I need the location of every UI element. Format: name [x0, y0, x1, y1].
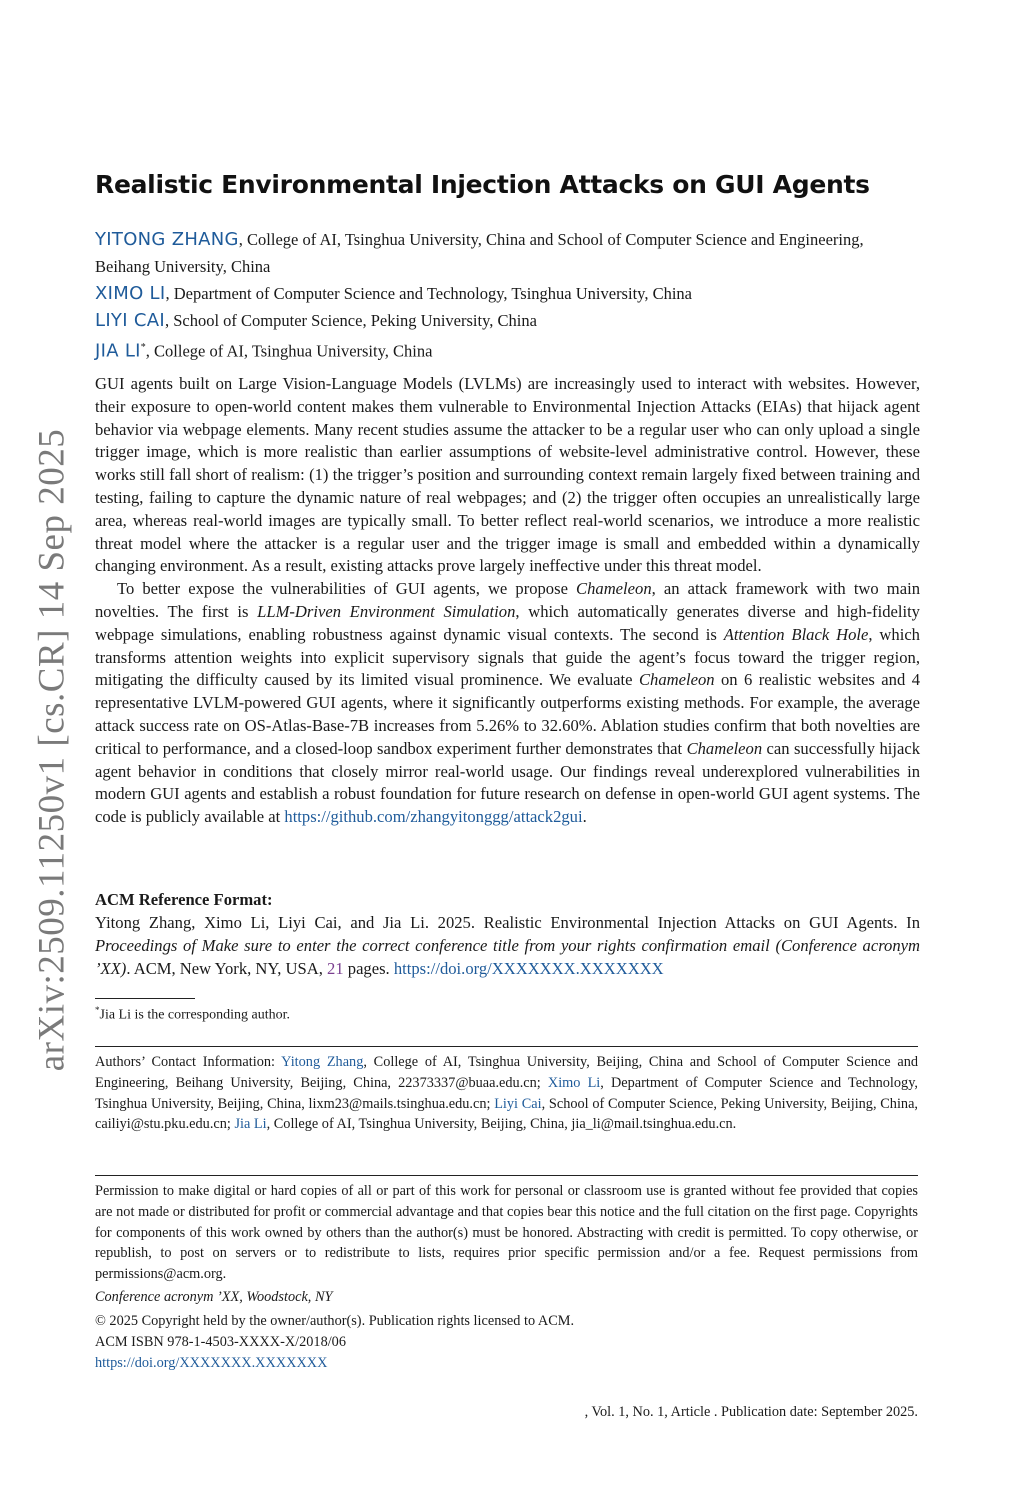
text-span: , which transforms attention weights into explicit supervisory signals that guide the agent’s focus toward the trigger region, mitigating the difficulty caused by its limited visual prominence. We evaluate: [95, 624, 920, 690]
footnote-divider: [95, 998, 195, 999]
page-footer: , Vol. 1, No. 1, Article . Publication date: September 2025.: [584, 1404, 918, 1420]
text-span: , Department of Computer Science and Technology, Tsinghua University, Beijing, China, lixm23@mails.tsinghua.edu.cn;: [95, 1074, 918, 1112]
footnote-mark: *: [95, 1005, 100, 1015]
corresponding-author-mark: *: [140, 342, 146, 353]
page-count-link[interactable]: 21: [327, 959, 344, 978]
emphasis-chameleon: Chameleon: [576, 579, 652, 599]
text-span: , College of AI, Tsinghua University, Beijing, China, jia_li@mail.tsinghua.edu.cn.: [266, 1116, 737, 1133]
emphasis-chameleon: Chameleon: [638, 670, 715, 690]
text-span: can successfully hijack agent behavior in conditions that closely mirror real-world usage. Our findings reveal underexplored vulnerabilities in modern GUI agents and establish a robust foundation for future research on defense in open-world GUI agent systems. The code is publicly available at: [95, 738, 921, 827]
copyright-notice: © 2025 Copyright held by the owner/author(s). Publication rights licensed to ACM.: [95, 1313, 575, 1329]
emphasis-attention-black-hole: Attention Black Hole: [723, 624, 869, 644]
author-name[interactable]: LIYI CAI: [95, 310, 165, 331]
permission-notice: Permission to make digital or hard copies of all or part of this work for personal or classroom use is granted without fee provided that copies are not made or distributed for profit or commercial advantage and that copies bear this notice and the full citation on the first page. Copyrights for components of this work owned by others than the author(s) must be honored. Abstracting with credit is permitted. To copy otherwise, or republish, to post on servers or to redistribute to lists, requires prior specific permission and/or a fee. Request permissions from permissions@acm.org.: [95, 1183, 918, 1283]
author-affiliation: , College of AI, Tsinghua University, China: [145, 341, 433, 361]
text-span: . ACM, New York, NY, USA,: [126, 959, 328, 978]
author-block-4: [95, 334, 920, 365]
doi-link[interactable]: https://doi.org/XXXXXXX.XXXXXXX: [393, 959, 664, 978]
contact-divider: [95, 1046, 918, 1047]
acm-reference-citation: [95, 911, 920, 980]
abstract-paragraph-1: GUI agents built on Large Vision-Language Models (LVLMs) are increasingly used to interact with websites. However, their exposure to open-world content makes them vulnerable to Environmental Injection Attacks (EIAs) that hijack agent behavior via webpage elements. Many recent studies assume the attacker to be a regular user who can only upload a single trigger image, which is more realistic than earlier assumptions of website-level administrative control. However, these works still fall short of realism: (1) the trigger’s position and surrounding context remain largely fixed between training and testing, failing to capture the dynamic nature of real webpages; and (2) the trigger often occupies an unrealistically large area, whereas real-world images are typically small. To better reflect real-world scenarios, we introduce a more realistic threat model where the attacker is a regular user and the trigger image is small and embedded within a dynamically changing environment. As a result, existing attacks prove largely ineffective under this threat model.: [95, 374, 920, 576]
text-span: pages.: [343, 959, 394, 978]
text-span: on 6 realistic websites and 4 representative LVLM-powered GUI agents, where it significantly outperforms existing methods. For example, the average attack success rate on OS-Atlas-Base-7B increases from 5.26% to 32.60%. Ablation studies confirm that both novelties are critical to performance, and a closed-loop sandbox experiment further demonstrates that: [95, 670, 920, 758]
abstract-paragraph-2: [95, 578, 920, 829]
isbn: ACM ISBN 978-1-4503-XXXX-X/2018/06: [95, 1334, 346, 1350]
acm-reference-heading: ACM Reference Format:: [95, 890, 273, 909]
contact-author-link[interactable]: Liyi Cai: [494, 1095, 542, 1112]
text-span: , which automatically generates diverse and high-fidelity webpage simulations, enabling robustness against dynamic visual contexts. The second is: [95, 601, 920, 644]
publication-info: [95, 1287, 918, 1374]
text-span: , an attack framework with two main novelties. The first is: [95, 579, 920, 621]
footnote: [95, 1005, 290, 1024]
code-repository-link[interactable]: https://github.com/zhangyitonggg/attack2gui: [284, 807, 583, 827]
proceedings-title: Proceedings of Make sure to enter the correct conference title from your rights confirmation email (Conference acronym ’XX): [95, 936, 920, 978]
author-name[interactable]: XIMO LI: [95, 283, 166, 304]
text-span: , School of Computer Science, Peking University, Beijing, China, cailiyi@stu.pku.edu.cn;: [95, 1095, 918, 1133]
footnote-text: Jia Li is the corresponding author.: [99, 1007, 291, 1023]
text-span: To better expose the vulnerabilities of GUI agents, we propose: [117, 579, 577, 599]
permission-divider: [95, 1175, 918, 1176]
arxiv-identifier-stamp: arXiv:2509.11250v1 [cs.CR] 14 Sep 2025: [31, 428, 73, 1072]
author-affiliation: , School of Computer Science, Peking University, China: [164, 311, 537, 330]
publication-doi-link[interactable]: https://doi.org/XXXXXXX.XXXXXXX: [95, 1355, 328, 1371]
abstract: [95, 373, 920, 829]
text-span: , College of AI, Tsinghua University, Beijing, China and School of Computer Science and Engineering, Beihang University, Beijing, China, 22373337@buaa.edu.cn;: [95, 1054, 919, 1091]
emphasis-llm-simulation: LLM-Driven Environment Simulation: [257, 601, 516, 621]
acm-reference-format: [95, 888, 920, 980]
author-block-3: [95, 307, 920, 334]
author-affiliation: , Department of Computer Science and Technology, Tsinghua University, China: [165, 284, 692, 303]
emphasis-chameleon: Chameleon: [686, 738, 763, 758]
author-affiliation: , College of AI, Tsinghua University, China and School of Computer Science and Engineering, Beihang University, China: [95, 230, 864, 276]
text-span: Yitong Zhang, Ximo Li, Liyi Cai, and Jia Li. 2025. Realistic Environmental Injection Attacks on GUI Agents. In: [95, 913, 920, 932]
contact-author-link[interactable]: Jia Li: [234, 1116, 267, 1133]
authors-contact-information: [95, 1052, 918, 1135]
paper-title: Realistic Environmental Injection Attacks on GUI Agents: [95, 170, 870, 199]
author-name[interactable]: JIA LI: [95, 340, 141, 362]
author-name[interactable]: YITONG ZHANG: [95, 229, 239, 250]
contact-author-link[interactable]: Ximo Li: [547, 1074, 601, 1091]
author-block-1: [95, 226, 920, 280]
conference-venue: Conference acronym ’XX, Woodstock, NY: [95, 1289, 333, 1305]
contact-author-link[interactable]: Yitong Zhang: [281, 1054, 364, 1070]
author-block-2: [95, 280, 920, 307]
text-span: .: [582, 807, 587, 827]
text-span: Authors’ Contact Information:: [95, 1054, 282, 1070]
